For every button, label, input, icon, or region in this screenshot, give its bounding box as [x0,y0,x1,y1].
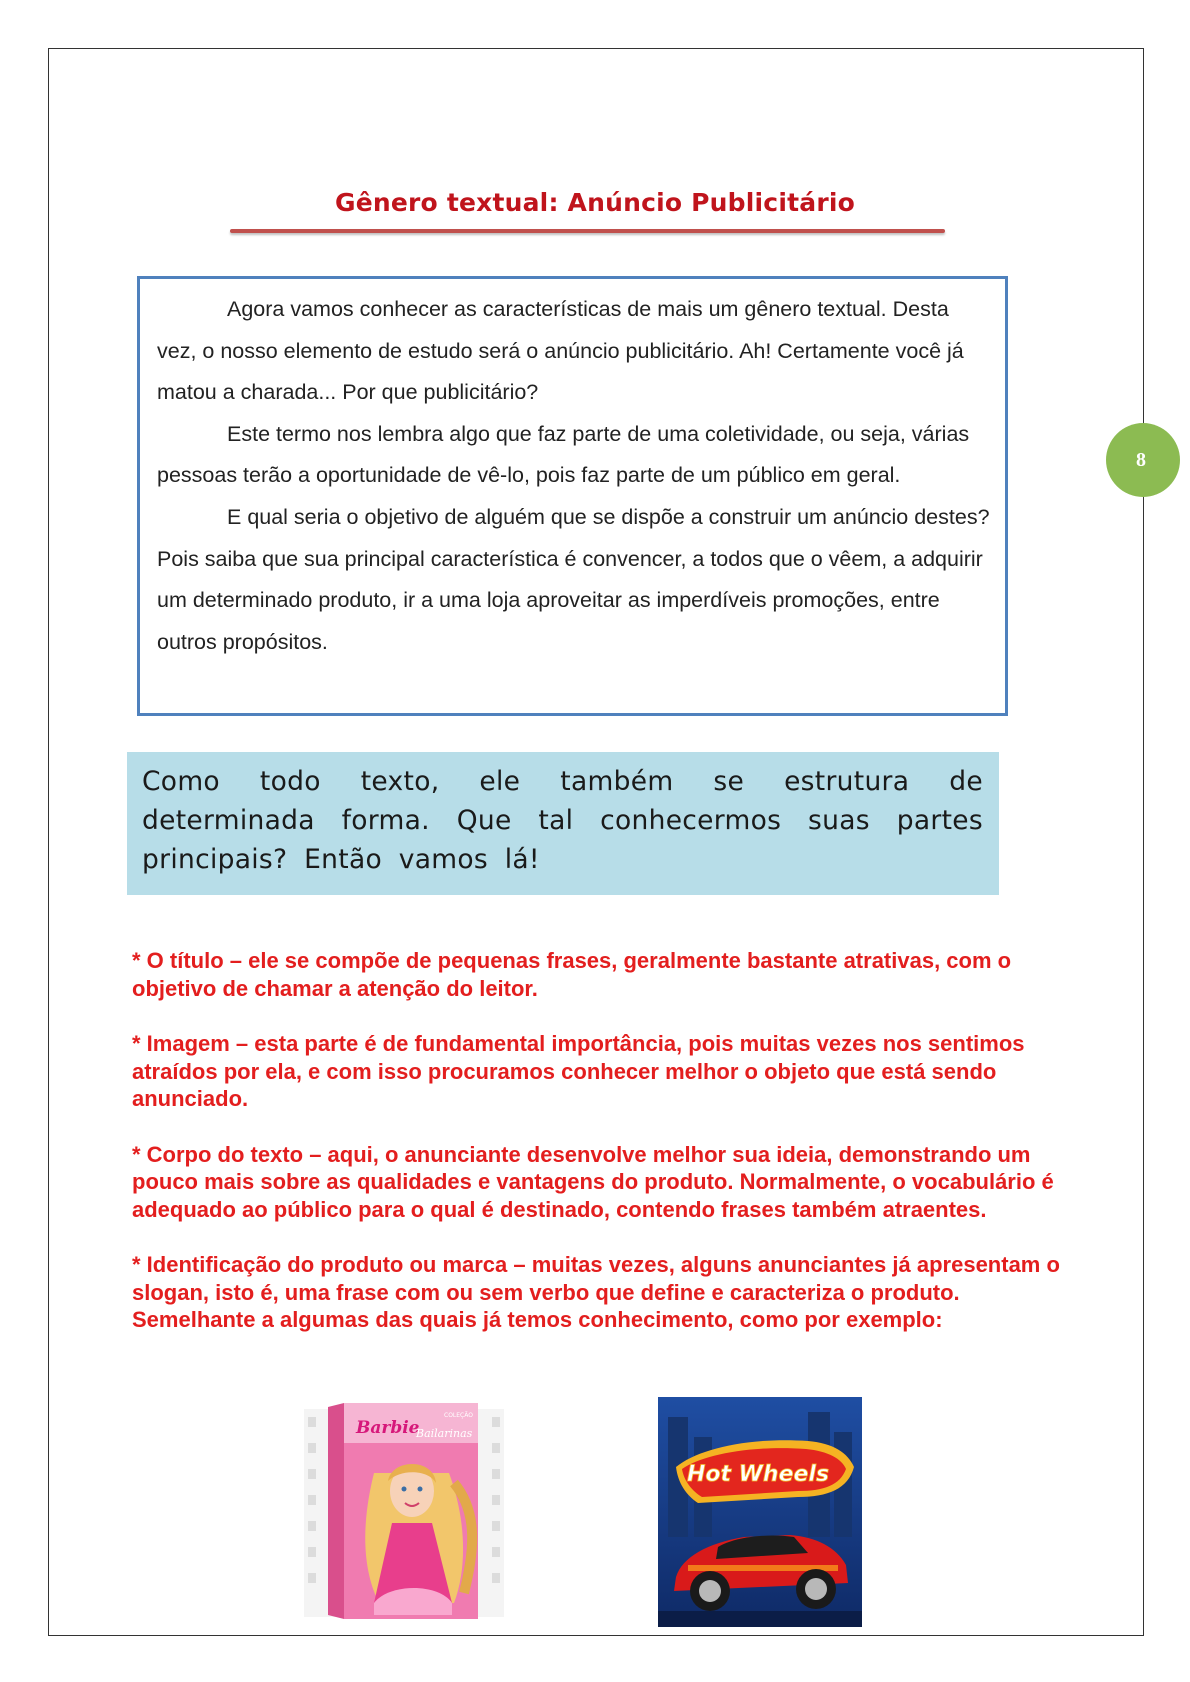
hotwheels-image [658,1397,862,1627]
callout-box [127,752,999,895]
barbie-subtitle-text: Bailarinas [416,1427,473,1440]
intro-paragraph: E qual seria o objetivo de alguém que se dispõe a construir um anúncio destes? Pois saiba que sua principal característica é convencer, a todos que o vêem, a adquirir um determinado produto, ir a uma loja aproveitar as imperdíveis promoções, entre outros propósitos. [157,504,990,654]
title-underline [230,229,945,233]
barbie-corner-text: COLEÇÃO [444,1412,473,1419]
barbie-logo-text: Barbie [356,1418,420,1438]
intro-paragraph: Agora vamos conhecer as características de mais um gênero textual. Desta vez, o nosso elemento de estudo será o anúncio publicitário. Ah! Certamente você já matou a charada... Por que publicitário? [157,297,964,405]
part-item-body: * Corpo do texto – aqui, o anunciante desenvolve melhor sua ideia, demonstrando um pouco mais sobre as qualidades e vantagens do produto. Normalmente, o vocabulário é adequado ao público para o qual é destinado, contendo frases também atraentes. [132,1141,1054,1222]
callout-text: Como todo texto, ele também se estrutura de determinada forma. Que tal conhecermos suas partes principais? Então vamos lá! [142,766,983,875]
intro-paragraph: Este termo nos lembra algo que faz parte de uma coletividade, ou seja, várias pessoas terão a oportunidade de vê-lo, pois faz parte de um público em geral. [157,421,970,488]
parts-list [132,947,1082,1362]
part-item-brand: * Identificação do produto ou marca – muitas vezes, alguns anunciantes já apresentam o slogan, isto é, uma frase com ou sem verbo que define e caracteriza o produto. Semelhante a algumas das quais já temos conhecimento, como por exemplo: [132,1252,1060,1332]
page-number-badge [1106,423,1180,497]
page-number: 8 [1136,448,1146,471]
intro-box [137,276,1008,716]
part-item-image: * Imagem – esta parte é de fundamental importância, pois muitas vezes nos sentimos atraídos por ela, e com isso procuramos conhecer melhor o objeto que está sendo anunciado. [132,1031,1025,1111]
barbie-dvd-image [304,1403,504,1621]
part-item-title: * O título – ele se compõe de pequenas frases, geralmente bastante atrativas, com o objetivo de chamar a atenção do leitor. [132,948,1012,1001]
hotwheels-logo-text: Hot Wheels [686,1462,830,1487]
page-title: Gênero textual: Anúncio Publicitário [334,188,855,217]
